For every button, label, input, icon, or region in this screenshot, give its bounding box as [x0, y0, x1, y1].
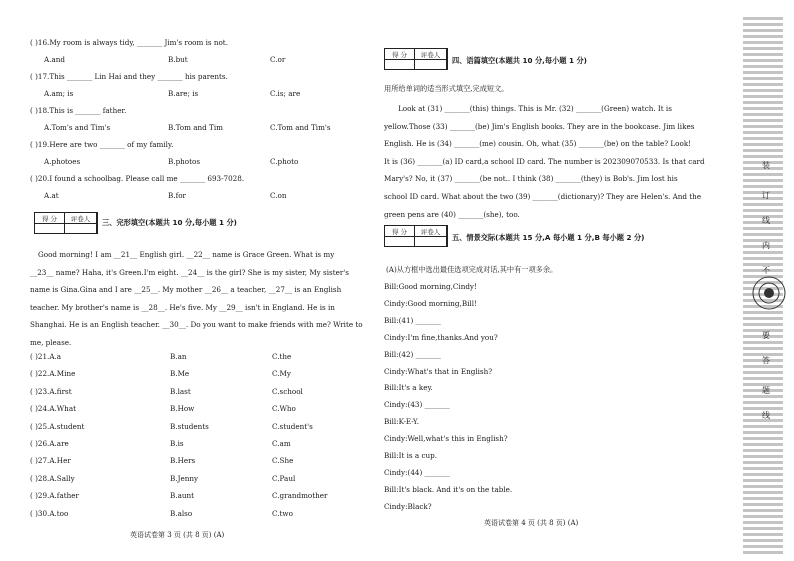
cloze-option-b: B.an — [170, 352, 187, 361]
binding-char: 线 — [762, 411, 770, 420]
question-option: A.Tom's and Tim's — [44, 123, 111, 132]
question-stem: ( )17.This _______ Lin Hai and they _______ his parents. — [30, 72, 228, 81]
score-box-section4 — [384, 48, 448, 70]
binding-char: 内 — [762, 241, 770, 250]
dialogue-line: Cindy:Well,what's this in English? — [384, 434, 508, 444]
question-option: B.for — [168, 191, 186, 200]
dialogue-line: Bill:Good morning,Cindy! — [384, 282, 477, 291]
question-option: C.on — [270, 191, 287, 200]
question-stem: ( )16.My room is always tidy, _______ Jim's room is not. — [30, 38, 228, 47]
fill-passage-line: green pens are (40) _______(she), too. — [384, 209, 520, 219]
section3-title: 三、完形填空(本题共 10 分,每小题 1 分) — [102, 218, 237, 227]
question-option: C.or — [270, 55, 286, 64]
score-label: 得 分 — [35, 213, 65, 233]
question-option: B.are; is — [168, 89, 199, 98]
cloze-option-b: B.How — [170, 404, 195, 414]
page-footer-left: 英语试卷第 3 页 (共 8 页) (A) — [130, 531, 225, 539]
section5-title: 五、情景交际(本题共 15 分,A 每小题 1 分,B 每小题 2 分) — [452, 233, 645, 242]
cloze-option-c: C.two — [272, 508, 293, 518]
cloze-option-c: C.school — [272, 386, 303, 396]
cloze-option-c: C.Who — [272, 404, 296, 414]
cloze-option-c: C.am — [272, 439, 291, 448]
question-stem: ( )18.This is _______ father. — [30, 106, 127, 115]
question-option: A.am; is — [44, 89, 74, 98]
grader-label: 评卷人 — [415, 49, 447, 69]
cloze-question: ( )28.A.Sally — [30, 473, 75, 483]
fill-passage-line: yellow.Those (33) _______(be) Jim's English books. They are in the bookcase. Jim likes — [384, 121, 695, 131]
cloze-passage-line: teacher. My brother's name is __28__. He's five. My __29__ isn't in England. He is in — [30, 302, 335, 312]
cloze-option-b: B.students — [170, 421, 209, 431]
cloze-question: ( )27.A.Her — [30, 456, 71, 466]
dialogue-line: Cindy:Good morning,Bill! — [384, 298, 477, 308]
score-label: 得 分 — [385, 226, 415, 246]
binding-char: 不 — [762, 266, 770, 275]
question-option: A.and — [44, 55, 65, 64]
dialogue-line: Bill:(41) _______ — [384, 315, 441, 325]
cloze-option-b: B.Jenny — [170, 473, 199, 483]
dialogue-line: Cindy:(44) _______ — [384, 467, 450, 477]
question-option: A.photoes — [44, 157, 81, 166]
cloze-passage-line: me, please. — [30, 338, 72, 347]
dialogue-line: Cindy:Black? — [384, 501, 432, 511]
fill-passage-line: school ID card. What about the two (39) _______(dictionary)? They are Helen's. And the — [384, 192, 702, 201]
score-box-section3 — [34, 212, 98, 234]
page-footer-right: 英语试卷第 4 页 (共 8 页) (A) — [484, 519, 579, 527]
cloze-option-b: B.Me — [170, 369, 190, 379]
binding-char: 线 — [762, 216, 770, 225]
question-option: B.photos — [168, 157, 201, 166]
binding-char: 题 — [762, 386, 770, 395]
question-stem: ( )19.Here are two _______ of my family. — [30, 140, 174, 149]
cloze-question: ( )21.A.a — [30, 352, 62, 361]
cloze-question: ( )24.A.What — [30, 404, 76, 414]
question-option: C.photo — [270, 157, 299, 166]
cloze-option-b: B.aunt — [170, 491, 194, 501]
cloze-option-c: C.Paul — [272, 473, 296, 483]
dialogue-line: Bill:It's a key. — [384, 383, 433, 393]
cloze-question: ( )23.A.first — [30, 386, 72, 396]
section4-instruction: 用所给单词的适当形式填空,完成短文。 — [384, 84, 509, 93]
dialogue-line: Cindy:What's that in English? — [384, 366, 493, 376]
binding-margin — [740, 0, 794, 561]
cloze-option-b: B.last — [170, 386, 191, 396]
cloze-question: ( )26.A.are — [30, 439, 69, 448]
cloze-option-c: C.My — [272, 369, 291, 379]
cloze-option-c: C.grandmother — [272, 491, 328, 501]
question-option: A.at — [44, 191, 59, 200]
binding-char: 要 — [762, 331, 770, 340]
dialogue-line: Cindy:(43) _______ — [384, 400, 450, 410]
question-stem: ( )20.I found a schoolbag. Please call me _______ 693-7028. — [30, 174, 245, 183]
cloze-passage-line: Shanghai. He is an English teacher. __30__. Do you want to make friends with me? Write to — [30, 320, 363, 330]
cloze-passage-line: __23__ name? Haha, it's Green.I'm eight. __24__ is the girl? She is my sister, My sister's — [30, 267, 349, 277]
left-page — [30, 0, 370, 561]
question-option: B.but — [168, 55, 188, 64]
grader-label: 评卷人 — [65, 213, 97, 233]
cloze-option-c: C.student's — [272, 421, 313, 431]
cloze-question: ( )29.A.father — [30, 491, 79, 501]
dialogue-line: Bill:It is a cup. — [384, 451, 437, 460]
fill-passage-line: Mary's? No, it (37) _______(be not.. I think (38) _______(they) is Bob's. Jim lost his — [384, 174, 678, 184]
binding-char: 装 — [762, 161, 770, 170]
dialogue-line: Bill:(42) _______ — [384, 349, 441, 359]
binding-char: 答 — [762, 356, 770, 365]
score-label: 得 分 — [385, 49, 415, 69]
section4-title: 四、语篇填空(本题共 10 分,每小题 1 分) — [452, 56, 587, 65]
cloze-option-b: B.is — [170, 439, 184, 448]
question-option: C.Tom and Tim's — [270, 123, 331, 132]
dialogue-line: Bill:It's black. And it's on the table. — [384, 484, 513, 494]
question-option: C.is; are — [270, 89, 301, 98]
cloze-option-c: C.the — [272, 352, 292, 361]
score-box-section5 — [384, 225, 448, 247]
fill-passage-line: English. He is (34) _______(me) cousin. Oh, what (35) _______(be) on the table? Look! — [384, 139, 692, 149]
grader-label: 评卷人 — [415, 226, 447, 246]
cloze-question: ( )30.A.too — [30, 508, 69, 518]
question-option: B.Tom and Tim — [168, 123, 223, 132]
fill-passage-line: Look at (31) _______(this) things. This is Mr. (32) _______(Green) watch. It is — [398, 104, 672, 113]
cloze-option-b: B.Hers — [170, 456, 196, 466]
cloze-option-c: C.She — [272, 456, 294, 466]
cloze-passage-line: Good morning! I am __21__ English girl. __22__ name is Grace Green. What is my — [38, 250, 335, 259]
cloze-passage-line: name is Gina.Gina and I are __25__. My mother __26__ a teacher, __27__ is an English — [30, 285, 342, 295]
section5-instruction: (A)从方框中选出最佳选项完成对话,其中有一项多余。 — [386, 265, 558, 274]
fill-passage-line: It is (36) _______(a) ID card,a school ID card. The number is 202309070533. Is that card — [384, 156, 705, 166]
dialogue-line: Cindy:I'm fine,thanks.And you? — [384, 332, 498, 342]
dialogue-line: Bill:K-E-Y. — [384, 417, 419, 427]
cloze-question: ( )25.A.student — [30, 421, 85, 431]
binding-char: 订 — [762, 191, 770, 200]
right-page — [384, 0, 710, 561]
cloze-option-b: B.also — [170, 508, 193, 518]
cloze-question: ( )22.A.Mine — [30, 369, 76, 379]
